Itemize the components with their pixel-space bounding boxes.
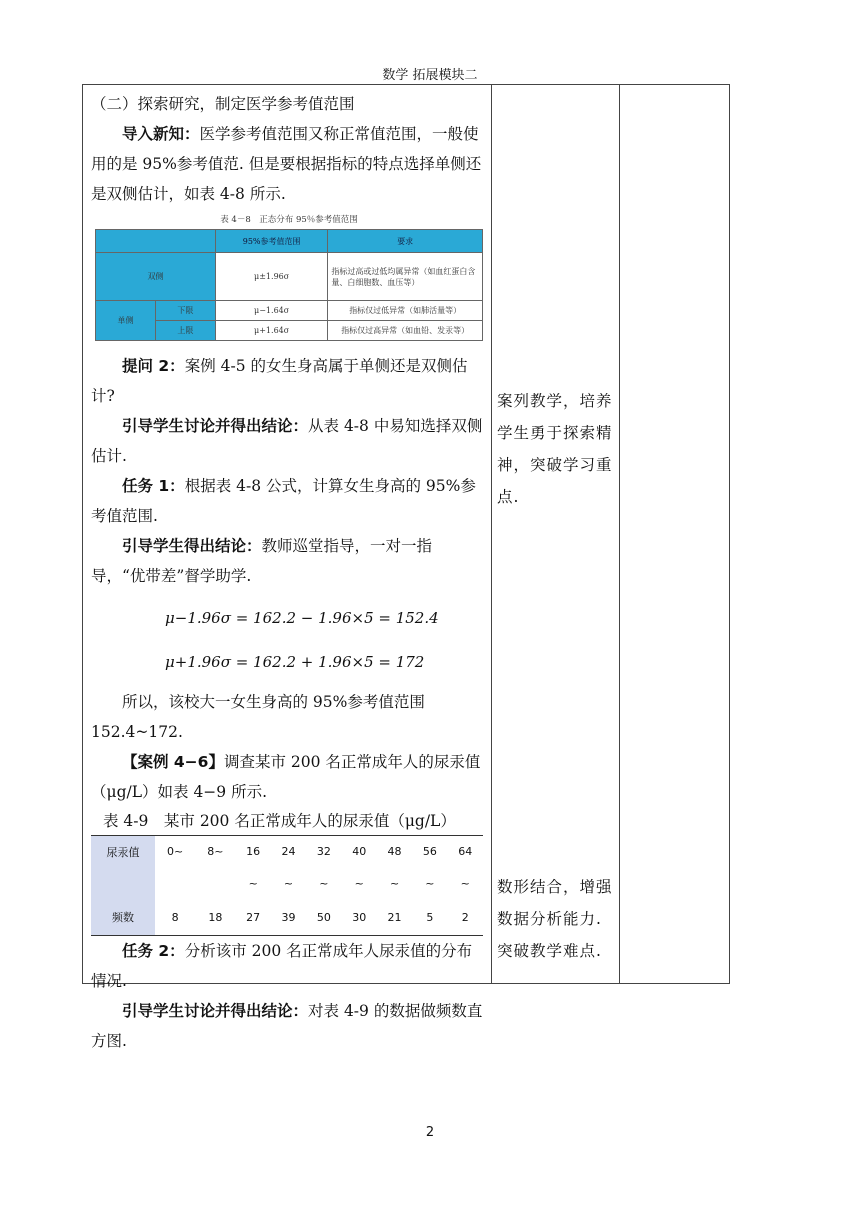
group-cell: 双侧 [96,253,216,301]
cell: 16 [246,845,261,859]
text: 根据表 4-8 公式，计算女生身高的 95%参考值范围. [91,477,476,525]
text: 教师巡堂指导，一对一指导，“优带差”督学助学. [91,537,433,585]
cell: ~ [425,877,435,890]
question-2 [91,351,485,411]
section-title: （二）探索研究，制定医学参考值范围 [91,95,355,113]
label: 任务 1： [122,477,185,495]
range-cell: μ±1.96σ [215,253,328,301]
cell: 48 [387,845,402,859]
cell: ~ [248,877,258,890]
header-cell: 要求 [328,230,483,253]
cell: 40 [352,845,367,859]
cell: 32 [316,845,331,859]
label: 提问 2： [122,357,185,375]
conclusion-3: 所以，该校大一女生身高的 95%参考值范围 152.4~172. [91,693,425,741]
label: 导入新知： [122,125,200,143]
label: 【案例 4−6】 [122,753,224,771]
formula-upper: μ+1.96σ = 162.2 + 1.96×5 = 172 [165,653,425,671]
label: 任务 2： [122,942,185,960]
range-cell: μ−1.64σ [215,301,328,321]
cell: 50 [316,910,331,924]
cell: 64 [458,845,473,859]
cell: ~ [389,877,400,890]
paragraph-intro [91,119,485,209]
row-label: 频数 [91,900,155,936]
conclusion-1 [91,411,485,471]
cell: ~ [460,877,470,890]
text: 医学参考值范围又称正常值范围，一般使用的是 95%参考值范. 但是要根据指标的特点选择单侧还是双侧估计，如表 4-8 所示. [91,125,482,203]
cell: 30 [352,910,367,924]
label: 引导学生讨论并得出结论： [122,1002,309,1020]
cell: 39 [281,910,296,924]
cell: 27 [246,910,261,924]
table-4-8 [95,229,483,341]
teaching-note-1: 案列教学，培养学生勇于探索精神，突破学习重点. [497,392,613,506]
content-column [83,85,491,1056]
text: 从表 4-8 中易知选择双侧估计. [91,417,483,465]
task-2 [91,936,485,996]
sub-cell: 上限 [155,321,215,341]
text: 调查某市 200 名正常成年人的尿汞值（μg/L）如表 4−9 所示. [91,753,481,801]
table-title: 表 4－8 正态分布 95％参考值范围 [220,215,358,225]
column-divider [619,85,620,983]
label: 引导学生得出结论： [122,537,262,555]
text: 对表 4-9 的数据做频数直方图. [91,1002,483,1050]
label: 引导学生讨论并得出结论： [122,417,309,435]
text: 案例 4-5 的女生身高属于单侧还是双侧估计? [91,357,468,405]
conclusion-4 [91,996,485,1056]
cell: ~ [283,877,294,890]
cell: 8~ [207,845,224,859]
cell: ~ [354,877,364,890]
group-cell: 单侧 [96,301,156,341]
req-cell: 指标仅过高异常（如血铅、发汞等） [328,321,483,341]
row-label: 尿汞值 [91,836,155,868]
header-cell [96,230,216,253]
sub-cell: 下限 [155,301,215,321]
teaching-note-2: 数形结合，增强数据分析能力. 突破教学难点. [497,878,613,960]
cell: 56 [422,845,437,859]
cell: 21 [387,910,402,924]
table-4-9-title: 表 4-9 某市 200 名正常成年人的尿汞值（μg/L） [103,812,456,830]
conclusion-2 [91,531,485,591]
cell: 8 [171,910,179,924]
cell: ~ [319,877,329,890]
cell [155,868,195,900]
row-label-blank [91,868,155,900]
cell: 5 [426,910,434,924]
page-number: 2 [425,1125,435,1140]
cell: 2 [461,910,469,924]
cell: 18 [208,910,223,924]
table-4-8-image [95,213,483,341]
lesson-table [82,84,730,1050]
task-1 [91,471,485,531]
cell [195,868,235,900]
case-4-6 [91,747,485,807]
header-cell: 95%参考值范围 [215,230,328,253]
formula-lower: μ−1.96σ = 162.2 − 1.96×5 = 152.4 [165,609,439,627]
cell: 24 [281,845,296,859]
req-cell: 指标过高或过低均属异常（如血红蛋白含量、白细胞数、血压等） [328,253,483,301]
req-cell: 指标仅过低异常（如肺活量等） [328,301,483,321]
range-cell: μ+1.64σ [215,321,328,341]
page-header: 数学 拓展模块二 [382,68,478,83]
column-divider [491,85,492,983]
cell: 0~ [167,845,184,859]
table-4-9 [91,835,483,936]
text: 分析该市 200 名正常成年人尿汞值的分布情况. [91,942,473,990]
